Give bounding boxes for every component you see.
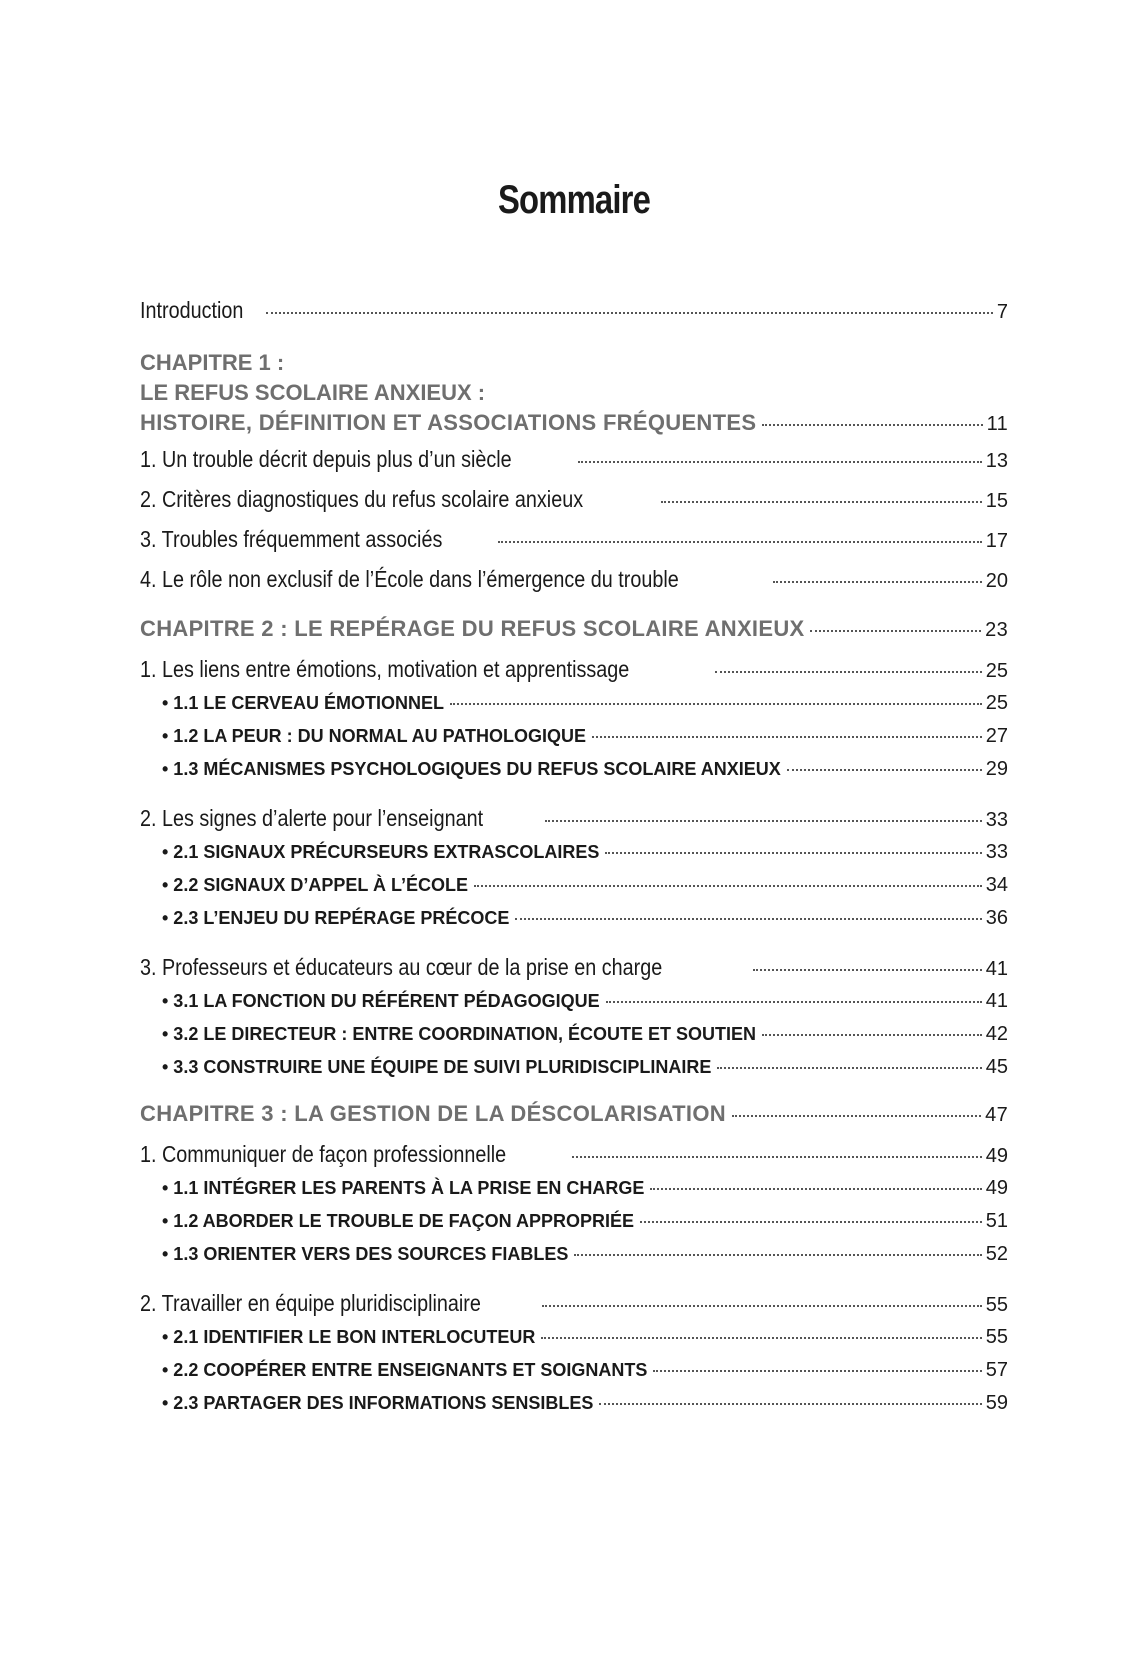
page-number: 15 [985,490,1008,512]
entry-label: 2. Les signes d’alerte pour l’enseignant [140,805,484,831]
entry-label: 2. Travailler en équipe pluridisciplinaire [140,1290,481,1316]
dot-leader [773,581,982,583]
toc-subentry[interactable] [140,1051,1008,1084]
page-number: 7 [996,301,1008,323]
dot-leader [450,703,982,705]
subentry-label: • 1.2 ABORDER LE TROUBLE DE FAÇON APPROPRIÉE [162,1211,635,1231]
page-number: 55 [985,1326,1008,1348]
toc-subentry[interactable] [140,985,1008,1018]
dot-leader [545,820,982,822]
dot-leader [541,1337,981,1339]
dot-leader [640,1221,982,1223]
page-number: 17 [985,530,1008,552]
page-number: 25 [985,660,1008,682]
dot-leader [753,969,981,971]
subentry-label: • 2.3 L’ENJEU DU REPÉRAGE PRÉCOCE [162,908,510,928]
toc-subentry[interactable] [140,869,1008,902]
chapter-1-line3: HISTOIRE, DÉFINITION ET ASSOCIATIONS FRÉQUENTES [140,410,757,435]
toc-entry[interactable] [140,1136,1008,1172]
page-number: 45 [985,1056,1008,1078]
dot-leader [762,1034,982,1036]
toc-subentry[interactable] [140,1387,1008,1420]
dot-leader [762,424,982,426]
subentry-label: • 2.2 COOPÉRER ENTRE ENSEIGNANTS ET SOIGNANTS [162,1360,648,1380]
chapter-3-heading[interactable] [140,1092,1008,1136]
subentry-label: • 3.2 LE DIRECTEUR : ENTRE COORDINATION, ÉCOUTE ET SOUTIEN [162,1024,757,1044]
page-number: 52 [985,1243,1008,1265]
toc-entry[interactable] [140,439,1008,479]
chapter-2-heading[interactable] [140,607,1008,651]
subentry-label: • 2.2 SIGNAUX D’APPEL À L’ÉCOLE [162,875,469,895]
dot-leader [732,1115,981,1117]
toc-entry[interactable] [140,519,1008,559]
subentry-label: • 1.2 LA PEUR : DU NORMAL AU PATHOLOGIQUE [162,726,586,746]
dot-leader [474,885,982,887]
subentry-label: • 2.1 IDENTIFIER LE BON INTERLOCUTEUR [162,1327,536,1347]
table-of-contents [140,290,1008,1420]
page-number: 49 [985,1145,1008,1167]
subentry-label: • 2.3 PARTAGER DES INFORMATIONS SENSIBLES [162,1393,594,1413]
dot-leader [605,852,981,854]
dot-leader [606,1001,982,1003]
chapter-1-heading[interactable] [140,348,1008,439]
page-number: 13 [985,450,1008,472]
dot-leader [810,630,981,632]
page-number: 23 [985,619,1008,641]
toc-subentry[interactable] [140,720,1008,753]
dot-leader [599,1403,981,1405]
dot-leader [661,501,982,503]
entry-label: 2. Critères diagnostiques du refus scolaire anxieux [140,486,584,512]
entry-label: 3. Troubles fréquemment associés [140,526,443,552]
toc-entry[interactable] [140,1285,1008,1321]
page-number: 42 [985,1023,1008,1045]
toc-subentry[interactable] [140,836,1008,869]
page-number: 33 [985,841,1008,863]
chapter-3-title: CHAPITRE 3 : LA GESTION DE LA DÉSCOLARISATION [140,1101,726,1126]
page-number: 59 [985,1392,1008,1414]
subentry-label: • 1.1 INTÉGRER LES PARENTS À LA PRISE EN CHARGE [162,1178,645,1198]
dot-leader [715,671,982,673]
page-number: 34 [985,874,1008,896]
toc-subentry[interactable] [140,1172,1008,1205]
toc-entry[interactable] [140,559,1008,599]
page-number: 47 [985,1104,1008,1126]
dot-leader [717,1067,981,1069]
toc-subentry[interactable] [140,753,1008,786]
toc-entry[interactable] [140,949,1008,985]
page-number: 55 [985,1294,1008,1316]
page-number: 57 [985,1359,1008,1381]
page-number: 41 [985,990,1008,1012]
page-number: 20 [985,570,1008,592]
page-number: 51 [985,1210,1008,1232]
subentry-label: • 1.3 MÉCANISMES PSYCHOLOGIQUES DU REFUS SCOLAIRE ANXIEUX [162,759,781,779]
subentry-label: • 2.1 SIGNAUX PRÉCURSEURS EXTRASCOLAIRES [162,842,600,862]
subentry-label: • 3.1 LA FONCTION DU RÉFÉRENT PÉDAGOGIQUE [162,991,600,1011]
chapter-1-line3-row [140,408,1008,439]
dot-leader [498,541,982,543]
entry-label: 1. Les liens entre émotions, motivation et apprentissage [140,656,630,682]
dot-leader [787,769,982,771]
page-number: 11 [986,413,1008,435]
page-number: 27 [985,725,1008,747]
toc-subentry[interactable] [140,687,1008,720]
dot-leader [578,461,982,463]
dot-leader [266,312,993,314]
dot-leader [572,1156,982,1158]
entry-label: Introduction [140,297,244,323]
toc-entry-introduction[interactable] [140,290,1008,330]
toc-subentry[interactable] [140,902,1008,935]
toc-entry[interactable] [140,800,1008,836]
toc-subentry[interactable] [140,1321,1008,1354]
entry-label: 1. Communiquer de façon professionnelle [140,1141,507,1167]
entry-label: 4. Le rôle non exclusif de l’École dans l’émergence du trouble [140,566,679,592]
subentry-label: • 1.1 LE CERVEAU ÉMOTIONNEL [162,693,445,713]
dot-leader [653,1370,981,1372]
entry-label: 1. Un trouble décrit depuis plus d’un siècle [140,446,512,472]
toc-subentry[interactable] [140,1205,1008,1238]
page-number: 41 [985,958,1008,980]
dot-leader [542,1305,981,1307]
toc-subentry[interactable] [140,1354,1008,1387]
toc-subentry[interactable] [140,1238,1008,1271]
page-number: 25 [985,692,1008,714]
subentry-label: • 3.3 CONSTRUIRE UNE ÉQUIPE DE SUIVI PLURIDISCIPLINAIRE [162,1057,712,1077]
dot-leader [592,736,982,738]
toc-entry[interactable] [140,651,1008,687]
chapter-1-line2: LE REFUS SCOLAIRE ANXIEUX : [140,380,486,405]
page-number: 49 [985,1177,1008,1199]
entry-label: 3. Professeurs et éducateurs au cœur de la prise en charge [140,954,663,980]
toc-subentry[interactable] [140,1018,1008,1051]
toc-entry[interactable] [140,479,1008,519]
page-number: 29 [985,758,1008,780]
dot-leader [574,1254,981,1256]
dot-leader [515,918,981,920]
chapter-2-title: CHAPITRE 2 : LE REPÉRAGE DU REFUS SCOLAIRE ANXIEUX [140,616,805,641]
page-title: Sommaire [497,178,651,222]
dot-leader [650,1188,981,1190]
page-number: 33 [985,809,1008,831]
chapter-1-line1: CHAPITRE 1 : [140,350,285,375]
subentry-label: • 1.3 ORIENTER VERS DES SOURCES FIABLES [162,1244,569,1264]
page-number: 36 [985,907,1008,929]
